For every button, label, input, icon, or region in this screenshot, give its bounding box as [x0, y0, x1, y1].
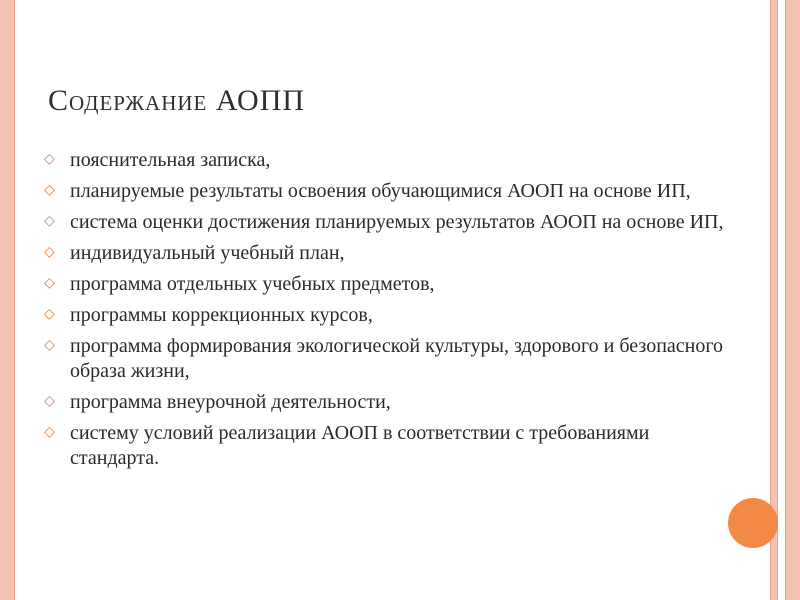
bullet-icon: ◇: [44, 152, 55, 167]
bullet-icon: ◇: [44, 276, 55, 291]
bullet-item-assessment-system: [42, 210, 732, 235]
slide-title: Содержание АОПП: [48, 84, 306, 117]
bullet-item-correction-courses: [42, 303, 732, 328]
slide: [16, 0, 770, 600]
bullet-icon: ◇: [44, 338, 55, 353]
bullet-text: планируемые результаты освоения обучающимися АООП на основе ИП,: [70, 180, 691, 202]
bullet-text: программа формирования экологической культуры, здорового и безопасного образа жизни,: [70, 335, 724, 382]
bullet-item-extracurricular: [42, 390, 732, 415]
bullet-text: программа внеурочной деятельности,: [70, 391, 391, 413]
bullet-list: [42, 148, 732, 477]
bullet-text: пояснительная записка,: [70, 149, 271, 171]
bullet-item-ecological-culture: [42, 334, 732, 384]
bullet-text: система оценки достижения планируемых результатов АООП на основе ИП,: [70, 211, 724, 233]
bullet-item-planned-results: [42, 179, 732, 204]
bullet-text: индивидуальный учебный план,: [70, 242, 345, 264]
bullet-icon: ◇: [44, 183, 55, 198]
bullet-icon: ◇: [44, 214, 55, 229]
bullet-icon: ◇: [44, 245, 55, 260]
bullet-item-conditions-system: [42, 421, 732, 471]
bullet-text: программа отдельных учебных предметов,: [70, 273, 435, 295]
decorative-orange-circle: [728, 498, 778, 548]
bullet-item-explanatory-note: [42, 148, 732, 173]
right-decorative-stripe-outer: [785, 0, 800, 600]
bullet-text: систему условий реализации АООП в соответствии с требованиями стандарта.: [70, 422, 650, 469]
bullet-icon: ◇: [44, 425, 55, 440]
bullet-icon: ◇: [44, 307, 55, 322]
bullet-text: программы коррекционных курсов,: [70, 304, 373, 326]
bullet-item-subject-programs: [42, 272, 732, 297]
left-decorative-stripe: [0, 0, 15, 600]
bullet-item-individual-plan: [42, 241, 732, 266]
bullet-icon: ◇: [44, 394, 55, 409]
